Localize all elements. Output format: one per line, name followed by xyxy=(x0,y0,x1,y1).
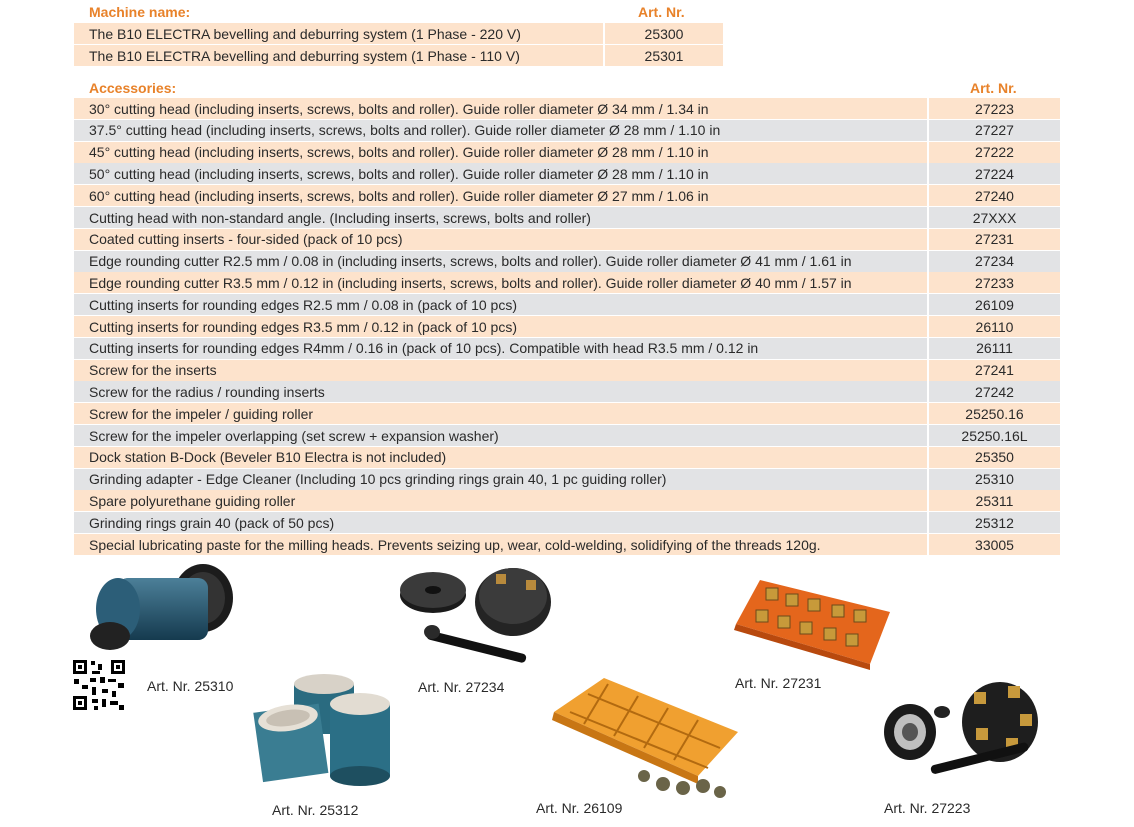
rounding-inserts-box-image xyxy=(548,672,748,800)
accessory-row xyxy=(74,338,1060,359)
accessory-art-number: 26111 xyxy=(927,338,1060,359)
photo-caption: Art. Nr. 27223 xyxy=(884,800,971,816)
accessory-art-number: 25310 xyxy=(927,469,1060,490)
accessory-name: Screw for the impeler overlapping (set screw + expansion washer) xyxy=(89,427,499,444)
accessory-row xyxy=(74,490,1060,511)
accessory-name: Cutting inserts for rounding edges R4mm / 0.16 in (pack of 10 pcs). Compatible with head R3.5 mm / 0.12 in xyxy=(89,340,759,357)
accessory-name: Cutting inserts for rounding edges R2.5 mm / 0.08 in (pack of 10 pcs) xyxy=(89,296,517,313)
accessory-row xyxy=(74,272,1060,293)
accessory-name: 45° cutting head (including inserts, screws, bolts and roller). Guide roller diameter Ø 28 mm / 1.10 in xyxy=(89,144,709,161)
grinding-rings-image xyxy=(250,674,396,790)
photo-caption: Art. Nr. 25312 xyxy=(272,802,359,818)
accessory-name: 50° cutting head (including inserts, screws, bolts and roller). Guide roller diameter Ø 28 mm / 1.10 in xyxy=(89,165,709,182)
accessory-row xyxy=(74,512,1060,533)
machine-row-art: 25300 xyxy=(603,23,723,44)
accessory-art-number: 25250.16 xyxy=(927,403,1060,424)
accessories-header: Accessories: xyxy=(89,80,177,96)
accessory-art-number: 26109 xyxy=(927,294,1060,315)
inserts-box-image xyxy=(730,574,896,670)
accessory-name: Screw for the inserts xyxy=(89,362,217,379)
accessory-row xyxy=(74,185,1060,206)
accessory-name: 37.5° cutting head (including inserts, screws, bolts and roller). Guide roller diameter Ø 28 mm / 1.10 in xyxy=(89,122,721,139)
accessory-name: Special lubricating paste for the milling heads. Prevents seizing up, wear, cold-welding, solidifying of the threads 120g. xyxy=(89,536,821,553)
accessory-row xyxy=(74,207,1060,228)
accessory-name: Grinding adapter - Edge Cleaner (Including 10 pcs grinding rings grain 40, 1 pc guiding roller) xyxy=(89,471,667,488)
grinding-adapter-image xyxy=(78,556,248,666)
accessory-row xyxy=(74,142,1060,163)
accessory-name: 30° cutting head (including inserts, screws, bolts and roller). Guide roller diameter Ø 34 mm / 1.34 in xyxy=(89,100,709,117)
machine-name-header: Machine name: xyxy=(89,4,191,20)
accessory-art-number: 27224 xyxy=(927,163,1060,184)
photo-caption: Art. Nr. 25310 xyxy=(147,678,234,694)
accessory-art-number: 33005 xyxy=(927,534,1060,555)
accessory-art-number: 27222 xyxy=(927,142,1060,163)
accessory-art-number: 25350 xyxy=(927,447,1060,468)
accessory-row xyxy=(74,120,1060,141)
accessory-art-number: 27234 xyxy=(927,251,1060,272)
machine-row xyxy=(74,45,723,66)
accessory-row xyxy=(74,163,1060,184)
accessory-row xyxy=(74,534,1060,555)
accessory-art-number: 27233 xyxy=(927,272,1060,293)
accessory-row xyxy=(74,229,1060,250)
accessory-art-number: 25250.16L xyxy=(927,425,1060,446)
accessory-row xyxy=(74,403,1060,424)
accessory-name: Spare polyurethane guiding roller xyxy=(89,492,296,509)
accessory-art-number: 27240 xyxy=(927,185,1060,206)
accessory-art-number: 26110 xyxy=(927,316,1060,337)
accessory-name: Screw for the impeler / guiding roller xyxy=(89,405,314,422)
accessory-art-number: 27231 xyxy=(927,229,1060,250)
machine-row-name: The B10 ELECTRA bevelling and deburring system (1 Phase - 110 V) xyxy=(89,47,520,64)
accessory-name: Grinding rings grain 40 (pack of 50 pcs) xyxy=(89,514,335,531)
accessories-art-header: Art. Nr. xyxy=(970,80,1017,96)
accessory-name: 60° cutting head (including inserts, screws, bolts and roller). Guide roller diameter Ø 27 mm / 1.06 in xyxy=(89,187,709,204)
machine-row-art: 25301 xyxy=(603,45,723,66)
cutting-head-image xyxy=(880,674,1040,794)
accessory-art-number: 25312 xyxy=(927,512,1060,533)
photo-caption: Art. Nr. 26109 xyxy=(536,800,623,816)
accessory-art-number: 27227 xyxy=(927,120,1060,141)
accessory-art-number: 27XXX xyxy=(927,207,1060,228)
accessory-name: Edge rounding cutter R2.5 mm / 0.08 in (including inserts, screws, bolts and roller). Guide roller diameter Ø 41 mm / 1.61 in xyxy=(89,253,852,270)
accessory-row xyxy=(74,469,1060,490)
accessory-row xyxy=(74,251,1060,272)
accessory-row xyxy=(74,360,1060,381)
accessory-row xyxy=(74,316,1060,337)
photo-caption: Art. Nr. 27231 xyxy=(735,675,822,691)
machine-row-name: The B10 ELECTRA bevelling and deburring system (1 Phase - 220 V) xyxy=(89,25,521,42)
accessory-row xyxy=(74,98,1060,119)
accessory-name: Coated cutting inserts - four-sided (pack of 10 pcs) xyxy=(89,231,403,248)
accessory-art-number: 27223 xyxy=(927,98,1060,119)
accessory-row xyxy=(74,381,1060,402)
accessory-row xyxy=(74,294,1060,315)
accessory-art-number: 25311 xyxy=(927,490,1060,511)
accessory-art-number: 27242 xyxy=(927,381,1060,402)
accessory-row xyxy=(74,447,1060,468)
accessory-row xyxy=(74,425,1060,446)
accessory-name: Screw for the radius / rounding inserts xyxy=(89,383,325,400)
accessory-name: Cutting inserts for rounding edges R3.5 mm / 0.12 in (pack of 10 pcs) xyxy=(89,318,517,335)
photo-caption: Art. Nr. 27234 xyxy=(418,679,505,695)
machine-row xyxy=(74,23,723,44)
edge-rounding-cutter-image xyxy=(398,560,558,672)
accessory-art-number: 27241 xyxy=(927,360,1060,381)
qr-code-icon xyxy=(72,659,126,711)
accessory-name: Edge rounding cutter R3.5 mm / 0.12 in (including inserts, screws, bolts and roller). Guide roller diameter Ø 40 mm / 1.57 in xyxy=(89,274,852,291)
machine-art-header: Art. Nr. xyxy=(638,4,685,20)
accessory-name: Cutting head with non-standard angle. (Including inserts, screws, bolts and roller) xyxy=(89,209,591,226)
accessory-name: Dock station B-Dock (Beveler B10 Electra is not included) xyxy=(89,449,447,466)
